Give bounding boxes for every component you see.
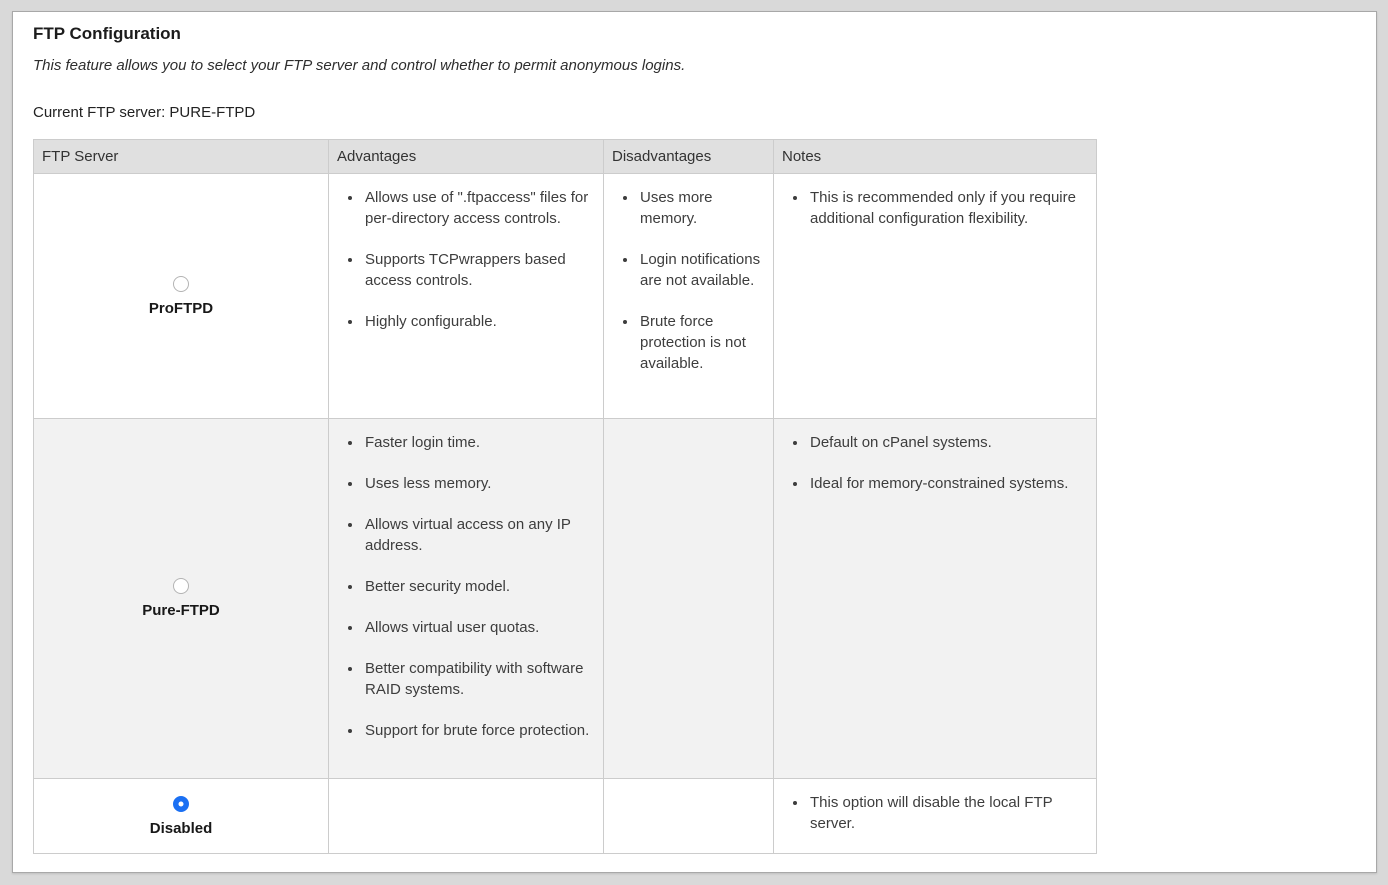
disadvantages-cell [604,419,774,779]
notes-cell [774,779,1097,854]
notes-item: • This is recommended only if you require additional configuration flexibility. [808,187,1086,229]
disadvantages-item: • Brute force protection is not available. [638,311,763,374]
notes-cell [774,419,1097,779]
ftp-server-radio-pure-ftpd[interactable] [173,578,189,594]
ftp-table-body [34,174,1097,854]
notes-list [782,792,1086,834]
ftp-server-label-pure-ftpd[interactable]: Pure-FTPD [142,602,220,619]
advantages-item: • Allows use of ".ftpaccess" files for per-directory access controls. [363,187,593,229]
ftp-server-radio-proftpd[interactable] [173,276,189,292]
advantages-list [337,187,593,332]
column-header-advantages: Advantages [329,140,604,174]
advantages-item: • Better security model. [363,576,593,597]
notes-list [782,187,1086,229]
advantages-item: • Supports TCPwrappers based access controls. [363,249,593,291]
notes-item: • Ideal for memory-constrained systems. [808,473,1086,494]
disadvantages-item: • Login notifications are not available. [638,249,763,291]
notes-item: • Default on cPanel systems. [808,432,1086,453]
ftp-server-label-disabled[interactable]: Disabled [149,819,213,837]
ftp-server-option-cell [34,779,329,854]
notes-list [782,432,1086,494]
notes-cell [774,174,1097,419]
disadvantages-list [612,187,763,374]
page-title: FTP Configuration [33,24,181,43]
column-header-disadvantages: Disadvantages [604,140,774,174]
advantages-cell [329,779,604,854]
column-header-ftp-server: FTP Server [34,140,329,174]
column-header-notes: Notes [774,140,1097,174]
advantages-item: • Allows virtual user quotas. [363,617,593,638]
disadvantages-item: • Uses more memory. [638,187,763,229]
advantages-item: • Highly configurable. [363,311,593,332]
ftp-server-table [33,139,1097,854]
current-ftp-server-text: Current FTP server: PURE-FTPD [33,104,256,121]
ftp-server-option-cell [34,419,329,779]
advantages-item: • Better compatibility with software RAID systems. [363,658,593,700]
advantages-cell [329,174,604,419]
ftp-server-label-proftpd[interactable]: ProFTPD [148,299,214,317]
advantages-item: • Faster login time. [363,432,593,453]
advantages-item: • Support for brute force protection. [363,720,593,741]
disadvantages-cell [604,174,774,419]
advantages-cell [329,419,604,779]
table-row-pure-ftpd [34,419,1097,779]
ftp-configuration-panel [12,11,1377,873]
table-header-row [34,140,1097,174]
table-row-disabled [34,779,1097,854]
notes-item: • This option will disable the local FTP server. [808,792,1086,834]
advantages-item: • Allows virtual access on any IP address. [363,514,593,556]
disadvantages-cell [604,779,774,854]
ftp-server-radio-disabled[interactable] [173,796,189,812]
advantages-item: • Uses less memory. [363,473,593,494]
table-row-proftpd [34,174,1097,419]
advantages-list [337,432,593,741]
ftp-server-option-cell [34,174,329,419]
page-subtitle: This feature allows you to select your FTP server and control whether to permit anonymous logins. [33,57,686,74]
